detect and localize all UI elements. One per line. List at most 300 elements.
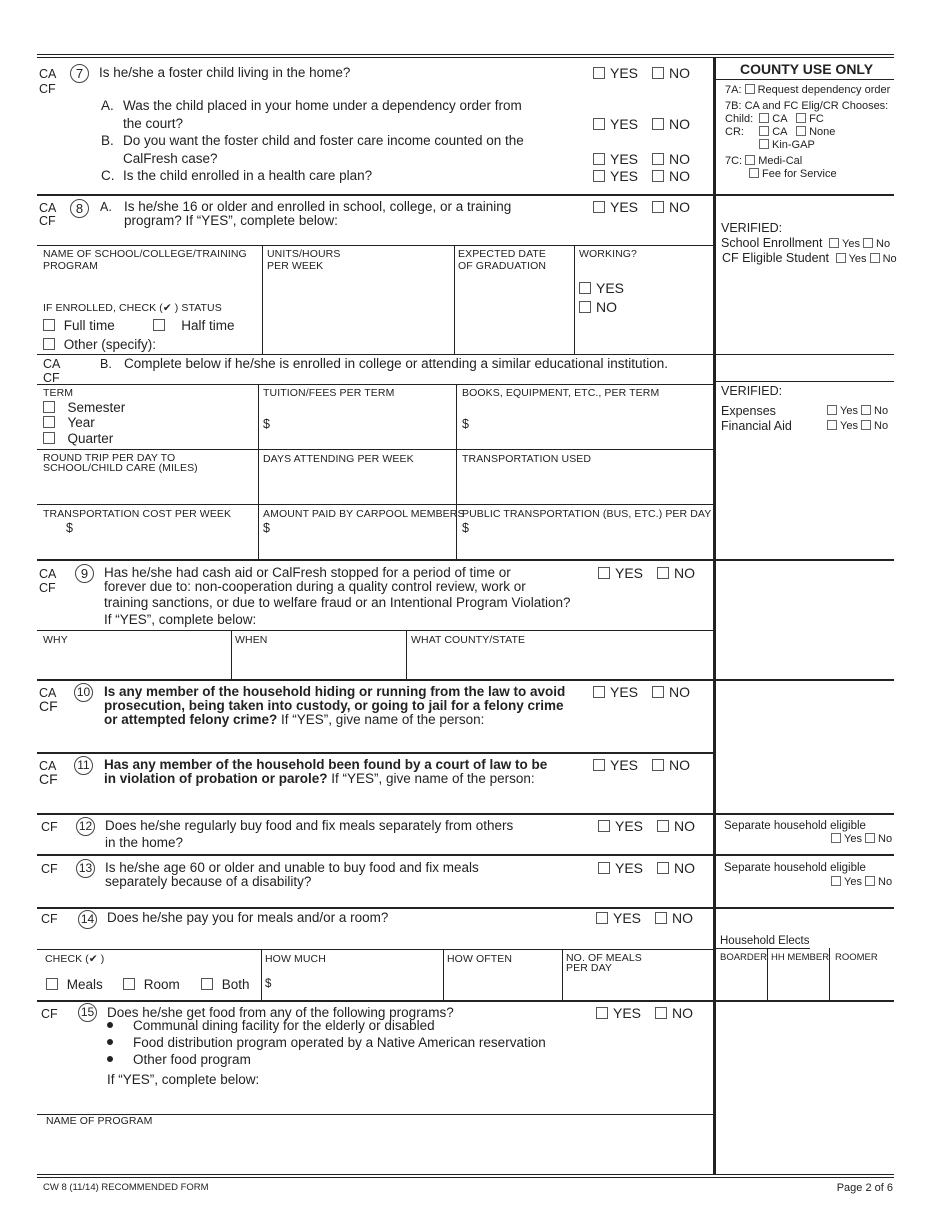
quarter-checkbox[interactable] [43, 432, 55, 444]
q14-yes-checkbox[interactable] [596, 912, 608, 924]
q8-line2: program? If “YES”, complete below: [124, 213, 338, 228]
q15-bullet-2 [107, 1035, 546, 1050]
finaid-yes-checkbox[interactable] [827, 420, 837, 430]
kingap-checkbox[interactable] [759, 139, 769, 149]
q8a-letter: A. [100, 200, 112, 214]
q10-cf: CF [39, 698, 58, 714]
no-small: No [878, 876, 893, 888]
yes-small: Yes [840, 405, 858, 417]
q7c-letter: C. [101, 168, 115, 183]
county8-rule [716, 381, 894, 382]
quarter-label: Quarter [67, 431, 114, 446]
q7b-line1: Do you want the foster child and foster care income counted on the [123, 133, 524, 148]
room-checkbox[interactable] [123, 978, 135, 990]
no-label: NO [669, 199, 691, 215]
q8b-letter: B. [100, 357, 112, 371]
q10-line3-rest: If “YES”, give name of the person: [277, 712, 485, 727]
cr-none-checkbox[interactable] [796, 126, 806, 136]
q12-yes-checkbox[interactable] [598, 820, 610, 832]
q15-bullet-1 [107, 1018, 435, 1033]
room-label: Room [143, 977, 180, 992]
q11-yes-no[interactable] [593, 757, 690, 773]
top-rule [37, 54, 894, 55]
elects-hh-member: HH MEMBER [771, 952, 830, 963]
days-label: DAYS ATTENDING PER WEEK [263, 453, 414, 465]
q9-county: WHAT COUNTY/STATE [411, 634, 526, 646]
q15-line2: If “YES”, complete below: [107, 1072, 260, 1087]
q8b-col-div-1 [258, 384, 259, 559]
no-label: NO [672, 1005, 694, 1021]
q13-bottom-rule [37, 907, 894, 909]
kingap-label: Kin-GAP [772, 139, 815, 151]
q7-bottom-rule [37, 194, 894, 196]
county8-expenses: Expenses [721, 404, 776, 418]
q7-cf: CF [39, 82, 56, 96]
q11-no-checkbox[interactable] [652, 759, 664, 771]
q15-yes-no[interactable] [596, 1005, 693, 1021]
books-dollar: $ [462, 417, 469, 431]
q12-county-sep: Separate household eligible [724, 820, 866, 832]
q9-when: WHEN [235, 634, 268, 646]
q13-number: 13 [76, 859, 95, 878]
q12-no-checkbox[interactable] [657, 820, 669, 832]
county-7c-fee [749, 168, 837, 180]
term-year[interactable] [43, 415, 95, 430]
q8-col-units-1: UNITS/HOURS [267, 248, 341, 260]
tuition-label: TUITION/FEES PER TERM [263, 387, 395, 399]
q14-dollar: $ [265, 978, 272, 990]
q8-fulltime[interactable] [43, 318, 115, 333]
q8-other[interactable] [43, 337, 156, 352]
year-checkbox[interactable] [43, 416, 55, 428]
halftime-checkbox[interactable] [153, 319, 165, 331]
q8-bottom-rule [37, 559, 894, 561]
q9-number: 9 [75, 564, 94, 583]
q12-county-yes-no[interactable] [831, 833, 892, 845]
yes-label: YES [596, 280, 625, 296]
q12-yes-no[interactable] [598, 818, 695, 834]
q8-no-checkbox[interactable] [652, 201, 664, 213]
finaid-yes-no[interactable] [827, 420, 888, 432]
yes-label: YES [610, 199, 639, 215]
no-label: NO [669, 151, 691, 167]
bullet-icon [107, 1056, 113, 1062]
q8b-cf: CF [43, 371, 60, 385]
q14-bottom-rule [37, 1000, 894, 1002]
carpool-label: AMOUNT PAID BY CARPOOL MEMBERS [263, 508, 465, 520]
q8b-table-top [37, 384, 713, 385]
q8-yes-no[interactable] [593, 199, 690, 215]
q13-county-no-checkbox[interactable] [865, 876, 875, 886]
child-label: Child: [725, 113, 754, 125]
q12-bottom-rule [37, 854, 894, 856]
no-label: NO [596, 299, 617, 315]
q10-ca: CA [39, 686, 57, 700]
bullet-icon [107, 1039, 113, 1045]
q14-how-often: HOW OFTEN [447, 953, 513, 965]
yes-label: YES [615, 860, 644, 876]
q8b-top-rule [37, 354, 894, 355]
q14-check-label: CHECK (✔ ) [45, 953, 105, 965]
county8-verified-2: VERIFIED: [721, 384, 783, 398]
q13-yes-no[interactable] [598, 860, 695, 876]
county-header-rule [716, 79, 894, 80]
no-label: NO [674, 565, 696, 581]
q10-bottom-rule [37, 752, 713, 754]
yes-label: YES [610, 757, 639, 773]
cf-eligible-label: CF Eligible Student [722, 251, 830, 265]
public-label: PUBLIC TRANSPORTATION (BUS, ETC.) PER DAY [462, 508, 712, 520]
year-label: Year [67, 415, 95, 430]
q14-meals-label-2: PER DAY [566, 962, 613, 974]
cr-label: CR: [725, 126, 744, 138]
q10-yes-checkbox[interactable] [593, 686, 605, 698]
q8b-col-div-2 [456, 384, 457, 559]
q7-yes-checkbox[interactable] [593, 67, 605, 79]
q8-status-label: IF ENROLLED, CHECK (✔ ) STATUS [43, 302, 222, 314]
term-quarter[interactable] [43, 431, 113, 446]
q15-cf: CF [41, 1007, 58, 1021]
no-small: No [876, 238, 891, 250]
yes-small: Yes [844, 876, 862, 888]
expenses-no-checkbox[interactable] [861, 405, 871, 415]
q9-line1: Has he/she had cash aid or CalFresh stopped for a period of time or [104, 565, 511, 580]
working-no-checkbox[interactable] [579, 301, 591, 313]
q13-county-sep: Separate household eligible [724, 862, 866, 874]
q7b-letter: B. [101, 133, 114, 148]
q8-halftime[interactable] [153, 318, 235, 333]
medical-label: Medi-Cal [758, 155, 803, 167]
county-use-only-header: COUNTY USE ONLY [740, 61, 874, 77]
q9-line2: forever due to: non-cooperation during a quality control review, work or [104, 579, 526, 594]
q11-line2-bold: in violation of probation or parole? [104, 771, 328, 786]
q7c-yes-checkbox[interactable] [593, 170, 605, 182]
q8-working-yes[interactable] [579, 280, 624, 296]
q9-line4: If “YES”, complete below: [104, 612, 257, 627]
q7b-line2: CalFresh case? [123, 151, 218, 166]
q12-county-no-checkbox[interactable] [865, 833, 875, 843]
q9-col-div-1 [231, 630, 232, 679]
q14-col-div-2 [443, 949, 444, 1000]
yes-label: YES [610, 684, 639, 700]
bottom-rule-2 [37, 1177, 894, 1178]
q11-number: 11 [74, 756, 93, 775]
yes-small: Yes [844, 833, 862, 845]
cr-none-label: None [809, 126, 836, 138]
school-no-checkbox[interactable] [863, 238, 873, 248]
q8-col-div-1 [262, 245, 263, 354]
q14-col-div-1 [261, 949, 262, 1000]
q13-no-checkbox[interactable] [657, 862, 669, 874]
q11-yes-checkbox[interactable] [593, 759, 605, 771]
cfelig-yes-checkbox[interactable] [836, 253, 846, 263]
q11-cf: CF [39, 771, 58, 787]
q7a-line1: Was the child placed in your home under a dependency order from [123, 98, 522, 113]
county-7a-prefix: 7A: [725, 84, 742, 96]
q14-col-div-3 [562, 949, 563, 1000]
q12-county-yes-checkbox[interactable] [831, 833, 841, 843]
q9-ca: CA [39, 567, 57, 581]
q8-cf: CF [39, 214, 56, 228]
county-7b-kingap [759, 139, 815, 151]
county-7a-text: Request dependency order [757, 84, 891, 96]
county-7b-child [725, 113, 824, 125]
q13-yes-checkbox[interactable] [598, 862, 610, 874]
no-label: NO [669, 684, 691, 700]
fulltime-checkbox[interactable] [43, 319, 55, 331]
q7a-letter: A. [101, 98, 114, 113]
q13-line1: Is he/she age 60 or older and unable to buy food and fix meals [105, 860, 479, 875]
county-7c [725, 155, 802, 167]
q12-number: 12 [76, 817, 95, 836]
yes-label: YES [615, 818, 644, 834]
bottom-rule [37, 1174, 894, 1175]
q9-why: WHY [43, 634, 68, 646]
county8-finaid: Financial Aid [721, 419, 792, 433]
yes-small: Yes [842, 238, 860, 250]
fee-label: Fee for Service [762, 168, 837, 180]
q10-number: 10 [74, 683, 93, 702]
no-label: NO [669, 757, 691, 773]
yes-label: YES [615, 565, 644, 581]
q9-cf: CF [39, 581, 56, 595]
q10-line3 [104, 712, 484, 727]
q8-working-no[interactable] [579, 299, 617, 315]
q15-number: 15 [78, 1003, 97, 1022]
elects-underline [716, 948, 810, 949]
q13-county-yes-checkbox[interactable] [831, 876, 841, 886]
q12-line1: Does he/she regularly buy food and fix meals separately from others [105, 818, 514, 833]
tuition-dollar: $ [263, 417, 270, 431]
q13-cf: CF [41, 862, 58, 876]
form-number: CW 8 (11/14) RECOMMENDED FORM [43, 1182, 209, 1193]
no-label: NO [669, 168, 691, 184]
expenses-yes-checkbox[interactable] [827, 405, 837, 415]
q8-col-div-2 [454, 245, 455, 354]
q8b-ca: CA [43, 357, 61, 371]
q8-col-working: WORKING? [579, 248, 637, 260]
child-ca-label: CA [772, 113, 787, 125]
working-yes-checkbox[interactable] [579, 282, 591, 294]
q15-program-name: NAME OF PROGRAM [46, 1115, 153, 1127]
q7c-line1: Is the child enrolled in a health care plan? [123, 168, 373, 183]
no-label: NO [674, 818, 696, 834]
q7b-yes-checkbox[interactable] [593, 153, 605, 165]
term-semester[interactable] [43, 400, 125, 415]
q8-col-school-2: PROGRAM [43, 260, 98, 272]
top-rule-2 [37, 57, 894, 58]
q8-col-grad-2: OF GRADUATION [458, 260, 547, 272]
q8-ca: CA [39, 201, 57, 215]
q8-col-school-1: NAME OF SCHOOL/COLLEGE/TRAINING [43, 248, 247, 260]
no-label: NO [669, 65, 691, 81]
finaid-no-checkbox[interactable] [861, 420, 871, 430]
semester-checkbox[interactable] [43, 401, 55, 413]
q9-yes-checkbox[interactable] [598, 567, 610, 579]
q7-yes-no[interactable] [593, 65, 690, 81]
page-number: Page 2 of 6 [836, 1182, 893, 1194]
elects-div-2 [829, 948, 830, 1000]
county-7a [725, 84, 890, 96]
q8b-row2-rule [37, 449, 713, 450]
tcost-dollar: $ [66, 521, 73, 535]
q8-table-top [37, 245, 713, 246]
yes-label: YES [610, 151, 639, 167]
fulltime-label: Full time [63, 318, 115, 333]
q8-col-div-3 [574, 245, 575, 354]
county-7c-prefix: 7C: [725, 155, 743, 167]
q15-yes-checkbox[interactable] [596, 1007, 608, 1019]
q10-line1: Is any member of the household hiding or running from the law to avoid [104, 684, 566, 699]
q15-bullet-3-text: Other food program [133, 1052, 251, 1067]
q8-col-units-2: PER WEEK [267, 260, 324, 272]
q15-line1: Does he/she get food from any of the following programs? [107, 1005, 454, 1020]
county-7a-checkbox[interactable] [745, 84, 755, 94]
q13-line2: separately because of a disability? [105, 874, 312, 889]
school-yes-checkbox[interactable] [829, 238, 839, 248]
q7a-no-checkbox[interactable] [652, 118, 664, 130]
elects-div-1 [767, 948, 768, 1000]
q7-question: Is he/she a foster child living in the home? [99, 65, 351, 80]
cr-ca-checkbox[interactable] [759, 126, 769, 136]
q11-line2-rest: If “YES”, give name of the person: [327, 771, 535, 786]
county8-school [721, 236, 890, 250]
q14-both[interactable] [201, 977, 250, 992]
yes-small: Yes [840, 420, 858, 432]
no-small: No [878, 833, 893, 845]
county-7b: 7B: CA and FC Elig/CR Chooses: [725, 100, 889, 112]
yes-label: YES [613, 1005, 642, 1021]
expenses-yes-no[interactable] [827, 405, 888, 417]
other-label: Other (specify): [63, 337, 157, 352]
county8-verified: VERIFIED: [721, 221, 783, 235]
carpool-dollar: $ [263, 521, 270, 535]
tcost-label: TRANSPORTATION COST PER WEEK [43, 508, 232, 520]
cr-ca-label: CA [772, 126, 787, 138]
meals-checkbox[interactable] [46, 978, 58, 990]
q7a-yes-checkbox[interactable] [593, 118, 605, 130]
yes-label: YES [613, 910, 642, 926]
elects-boarder: BOARDER [720, 952, 767, 963]
q11-line2 [104, 771, 535, 786]
no-small: No [882, 253, 897, 265]
no-label: NO [674, 860, 696, 876]
child-ca-checkbox[interactable] [759, 113, 769, 123]
books-label: BOOKS, EQUIPMENT, ETC., PER TERM [462, 387, 660, 399]
yes-label: YES [610, 116, 639, 132]
cfelig-no-checkbox[interactable] [870, 253, 880, 263]
q14-number: 14 [78, 910, 97, 929]
q7-ca: CA [39, 67, 57, 81]
q10-line2: prosecution, being taken into custody, or going to jail for a felony crime [104, 698, 564, 713]
q14-table-top [37, 949, 713, 950]
q9-no-checkbox[interactable] [657, 567, 669, 579]
county-7b-cr [725, 126, 835, 138]
q8-number: 8 [70, 199, 89, 218]
q7a-line2: the court? [123, 116, 184, 131]
q14-meals-label-1: NO. OF MEALS [566, 952, 642, 964]
school-enrollment-label: School Enrollment [721, 236, 823, 250]
q12-line2: in the home? [105, 835, 184, 850]
no-label: NO [672, 910, 694, 926]
yes-label: YES [610, 65, 639, 81]
halftime-label: Half time [181, 318, 235, 333]
q8-yes-checkbox[interactable] [593, 201, 605, 213]
q8b-text: Complete below if he/she is enrolled in college or attending a similar educational institution. [124, 356, 669, 371]
other-checkbox[interactable] [43, 338, 55, 350]
q14-room[interactable] [123, 977, 180, 992]
q7a-yes-no[interactable] [593, 116, 690, 132]
q14-line1: Does he/she pay you for meals and/or a room? [107, 910, 389, 925]
q14-meals[interactable] [46, 977, 103, 992]
yes-label: YES [610, 168, 639, 184]
q9-col-div-2 [406, 630, 407, 679]
q13-county-yes-no[interactable] [831, 876, 892, 888]
q11-line1: Has any member of the household been found by a court of law to be [104, 757, 548, 772]
q7c-yes-no[interactable] [593, 168, 690, 184]
term-label: TERM [43, 387, 74, 399]
no-small: No [874, 405, 889, 417]
transport-label: TRANSPORTATION USED [462, 453, 592, 465]
q7b-no-checkbox[interactable] [652, 153, 664, 165]
q14-yes-no[interactable] [596, 910, 693, 926]
q7c-no-checkbox[interactable] [652, 170, 664, 182]
q9-yes-no[interactable] [598, 565, 695, 581]
child-fc-checkbox[interactable] [796, 113, 806, 123]
q10-yes-no[interactable] [593, 684, 690, 700]
q14-no-checkbox[interactable] [655, 912, 667, 924]
fee-checkbox[interactable] [749, 168, 759, 178]
q11-ca: CA [39, 759, 57, 773]
q7b-yes-no[interactable] [593, 151, 690, 167]
both-checkbox[interactable] [201, 978, 213, 990]
medical-checkbox[interactable] [745, 155, 755, 165]
q15-bullet-1-text: Communal dining facility for the elderly or disabled [133, 1018, 435, 1033]
child-fc-label: FC [809, 113, 824, 125]
q9-bottom-rule [37, 679, 894, 681]
semester-label: Semester [67, 400, 126, 415]
q8-line1: Is he/she 16 or older and enrolled in school, college, or a training [124, 199, 512, 214]
roundtrip-label-1: ROUND TRIP PER DAY TO [43, 452, 176, 464]
q9-line3: training sanctions, or due to welfare fraud or an Intentional Program Violation? [104, 595, 571, 610]
q12-cf: CF [41, 820, 58, 834]
q14-how-much: HOW MUCH [265, 953, 326, 965]
no-small: No [874, 420, 889, 432]
q7-number: 7 [70, 64, 89, 83]
county8-cfelig [722, 251, 897, 265]
household-elects: Household Elects [720, 935, 810, 947]
q8b-row3-rule [37, 504, 713, 505]
no-label: NO [669, 116, 691, 132]
q10-line3-bold: or attempted felony crime? [104, 712, 278, 727]
public-dollar: $ [462, 521, 469, 535]
q15-no-checkbox[interactable] [655, 1007, 667, 1019]
q9-table-top [37, 630, 713, 631]
elects-roomer: ROOMER [835, 952, 878, 963]
meals-label: Meals [66, 977, 103, 992]
q11-bottom-rule [37, 813, 894, 815]
bullet-icon [107, 1022, 113, 1028]
q8-col-grad-1: EXPECTED DATE [458, 248, 547, 260]
q15-bullet-2-text: Food distribution program operated by a Native American reservation [133, 1035, 546, 1050]
q14-cf: CF [41, 912, 58, 926]
yes-small: Yes [848, 253, 867, 265]
q15-bullet-3 [107, 1052, 251, 1067]
county-divider [713, 57, 716, 1175]
q7-no-checkbox[interactable] [652, 67, 664, 79]
both-label: Both [221, 977, 250, 992]
q10-no-checkbox[interactable] [652, 686, 664, 698]
